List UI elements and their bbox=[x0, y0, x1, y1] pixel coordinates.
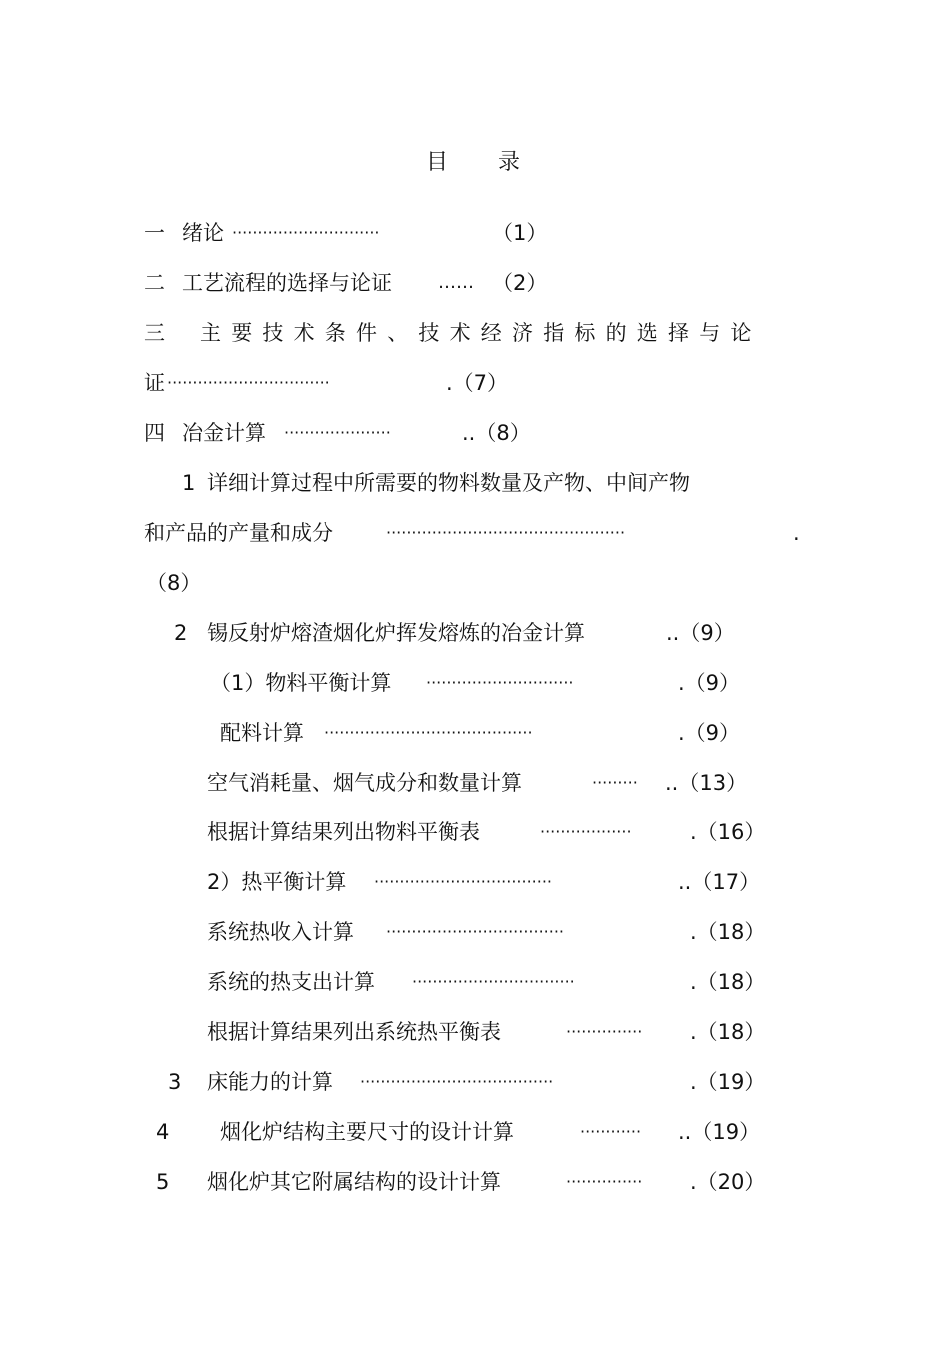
entry-label: 烟化炉结构主要尺寸的设计计算 bbox=[220, 1120, 514, 1144]
entry-page: .（9） bbox=[678, 721, 741, 745]
entry-page: .（9） bbox=[678, 671, 741, 695]
entry-label: （1）物料平衡计算 bbox=[210, 671, 392, 695]
entry-page: ..（19） bbox=[678, 1120, 761, 1144]
entry-number: 5 bbox=[156, 1170, 170, 1194]
entry-leader-dots: ········· bbox=[592, 773, 638, 792]
entry-label: 2）热平衡计算 bbox=[207, 870, 347, 894]
entry-number: 四 bbox=[144, 421, 165, 445]
entry-label-line-2: 证 bbox=[144, 371, 165, 395]
entry-number: 二 bbox=[144, 271, 165, 295]
entry-label: 配料计算 bbox=[220, 721, 304, 745]
entry-page: .（19） bbox=[690, 1070, 766, 1094]
entry-leader-dots: ····················· bbox=[284, 423, 391, 442]
page-title bbox=[426, 150, 520, 176]
entry-label: 床能力的计算 bbox=[207, 1070, 333, 1094]
entry-page: （1） bbox=[492, 221, 548, 245]
title-char-1: 目 bbox=[426, 150, 449, 175]
entry-leader-dots: ··············· bbox=[566, 1172, 643, 1191]
entry-label: 锡反射炉熔渣烟化炉挥发熔炼的冶金计算 bbox=[207, 621, 585, 645]
entry-leader-end: . bbox=[793, 521, 800, 545]
entry-number: 1 bbox=[182, 471, 196, 495]
entry-page: .（18） bbox=[690, 970, 766, 994]
entry-leader-dots: ········································· bbox=[324, 723, 533, 742]
entry-label: 根据计算结果列出系统热平衡表 bbox=[207, 1020, 501, 1044]
entry-leader-dots: …… bbox=[438, 272, 474, 293]
entry-label-line-1: 详细计算过程中所需要的物料数量及产物、中间产物 bbox=[207, 471, 690, 495]
entry-number: 一 bbox=[144, 221, 165, 245]
entry-label: 系统热收入计算 bbox=[207, 920, 354, 944]
entry-page: ..（17） bbox=[678, 870, 761, 894]
entry-number: 三 bbox=[144, 321, 165, 345]
entry-label: 绪论 bbox=[182, 221, 224, 245]
entry-page: .（16） bbox=[690, 820, 766, 844]
entry-leader-dots: ······································ bbox=[360, 1072, 554, 1091]
entry-label: 系统的热支出计算 bbox=[207, 970, 375, 994]
entry-label: 烟化炉其它附属结构的设计计算 bbox=[207, 1170, 501, 1194]
title-char-2: 录 bbox=[498, 150, 521, 175]
entry-leader-dots: ································ bbox=[167, 373, 330, 392]
entry-page: ..（13） bbox=[665, 771, 748, 795]
entry-label: 工艺流程的选择与论证 bbox=[182, 271, 392, 295]
entry-leader-dots: ····························· bbox=[426, 673, 574, 692]
entry-page: .（20） bbox=[690, 1170, 766, 1194]
entry-label-line-2: 和产品的产量和成分 bbox=[144, 521, 333, 545]
entry-page: （8） bbox=[146, 571, 202, 595]
entry-leader-dots: ············ bbox=[580, 1122, 642, 1141]
entry-leader-dots: ··································· bbox=[374, 872, 553, 891]
entry-number: 3 bbox=[168, 1070, 182, 1094]
entry-page: ..（8） bbox=[462, 421, 531, 445]
entry-leader-dots: ·················· bbox=[540, 822, 632, 841]
entry-label-line-1: 主要技术条件、技术经济指标的选择与论 bbox=[200, 321, 762, 345]
entry-number: 2 bbox=[174, 621, 188, 645]
entry-label: 空气消耗量、烟气成分和数量计算 bbox=[207, 771, 522, 795]
entry-leader-dots: ··············· bbox=[566, 1022, 643, 1041]
entry-label: 根据计算结果列出物料平衡表 bbox=[207, 820, 480, 844]
entry-label: 冶金计算 bbox=[182, 421, 266, 445]
entry-number: 4 bbox=[156, 1120, 170, 1144]
entry-page: .（18） bbox=[690, 1020, 766, 1044]
entry-leader-dots: ··············································· bbox=[386, 523, 626, 542]
entry-leader-dots: ····························· bbox=[232, 223, 380, 242]
entry-page: .（18） bbox=[690, 920, 766, 944]
entry-page: ..（9） bbox=[666, 621, 735, 645]
entry-page: （2） bbox=[492, 271, 548, 295]
entry-leader-dots: ··································· bbox=[386, 922, 565, 941]
entry-leader-dots: ································ bbox=[412, 972, 575, 991]
entry-page: .（7） bbox=[446, 371, 509, 395]
